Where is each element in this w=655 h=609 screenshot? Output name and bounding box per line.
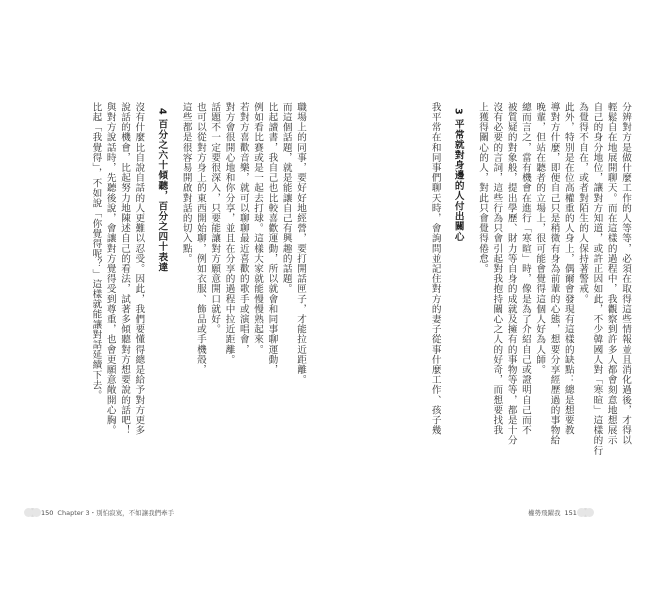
left-column-8: 也可以從對方身上的東西開始聊，例如衣服、飾品或手機殼， — [194, 102, 206, 375]
right-column-9: 被質疑的對象般，提出學歷、財力等自身的成就及擁有的事物等等，都是十分 — [505, 102, 517, 446]
left-column-4: 例如看比賽或是一起去打球。這樣大家就能慢慢熟起來。 — [252, 102, 264, 355]
left-page-body — [27, 102, 307, 492]
right-column-2: 輕鬆自在地展開聊天。而在這樣的過程中，我觀察到許多人都會刻意地想展示 — [605, 102, 617, 446]
flower-ornament-icon — [581, 508, 590, 517]
section-heading-3: 3 平常就對身邊的人付出關心 — [452, 108, 464, 242]
right-column-10: 沒有必要的言詞，這些行為只會引起對我抱持關心之人的好奇，而想要找我 — [491, 102, 503, 436]
right-column-7: 晚輩，但站在聽者的立場上，很可能會覺得這個人好為人師。 — [534, 102, 546, 375]
right-column-5: 此外，特別是在位高權重的人身上，偶爾會發現有這樣的缺點：總是想要教 — [562, 102, 574, 436]
section-heading-4: 4 百分之六十傾聽，百分之四十表達 — [156, 108, 168, 273]
section-gap — [145, 102, 151, 492]
right-column-8: 總而言之，當有機會在進行「寒暄」時，像是為了介紹自己或證明自己而不 — [519, 102, 531, 436]
left-column-5: 若對方喜歡音樂，就可以聊聊最近喜歡的歌手或演唱會， — [237, 102, 249, 355]
left-column-after-1: 沒有什麼比自說自話的人更難以忍受。因此，我們要懂得總是給予對方更多 — [133, 102, 145, 436]
left-column-after-4: 比起「我覺得」，不如說「你覺得呢？」這樣就能讓對話延續下去。 — [90, 102, 102, 401]
left-column-3: 比起讀書，我自己也比較喜歡運動，所以就會和同事聊運動， — [266, 102, 278, 375]
right-footer-title: 權勢飛躍我 — [528, 509, 561, 517]
left-column-after-2: 說話的機會，比起努力地陳述自己的看法，試著多傾聽對方想要說的話吧！ — [119, 102, 131, 436]
right-page-number: 151 — [564, 508, 577, 517]
right-column-6: 導對方什麼，即便自己只是稍微有身為前輩的心態，想要分享經歷過的事物給 — [548, 102, 560, 446]
left-footer-chapter: Chapter 3・別怕寂寞，不如讓我們牽手 — [57, 509, 175, 517]
flower-ornament-icon — [28, 508, 37, 517]
left-page-footer — [28, 508, 174, 517]
right-column-4: 為覺得不自在，或者對陌生的人保持著警戒。 — [577, 102, 589, 304]
section-gap — [442, 102, 448, 492]
right-column-3: 自己的身分地位，讓對方知道，或許正因如此，不少韓國人對「寒暄」這樣的行 — [591, 102, 603, 456]
left-column-6: 對方會很開心地和你分享，並且在分享的過程中拉近距離。 — [223, 102, 235, 365]
right-page-footer — [528, 508, 590, 517]
left-column-7: 話題不一定要很深入，只要能讓對方願意開口就好。 — [209, 102, 221, 335]
left-column-2: 而這個話題，就是能讓自己有興趣的話題。 — [280, 102, 292, 294]
right-page-body — [344, 102, 632, 492]
left-page-number: 150 — [41, 508, 54, 517]
left-column-1: 職場上的同事，要好好地經營，要打開話匣子，才能拉近距離。 — [295, 102, 306, 385]
left-column-9: 這些都是很容易開啟對話的切入點。 — [180, 102, 192, 264]
left-column-after-3: 與對方說話時，先聽後說，會讓對方覺得受到尊重，也會更願意敞開心胸。 — [104, 102, 116, 436]
right-column-11: 上獲得關心的人，對此只會覺得倦怠。 — [477, 102, 489, 274]
right-column-1: 分辨對方是做什麼工作的人等等，必須在取得這些情報並且消化過後，才得以 — [620, 102, 631, 446]
right-column-after-1: 我平常在和同事們聊天時，會詢問並記住對方的妻子從事什麼工作、孩子幾 — [429, 102, 441, 436]
